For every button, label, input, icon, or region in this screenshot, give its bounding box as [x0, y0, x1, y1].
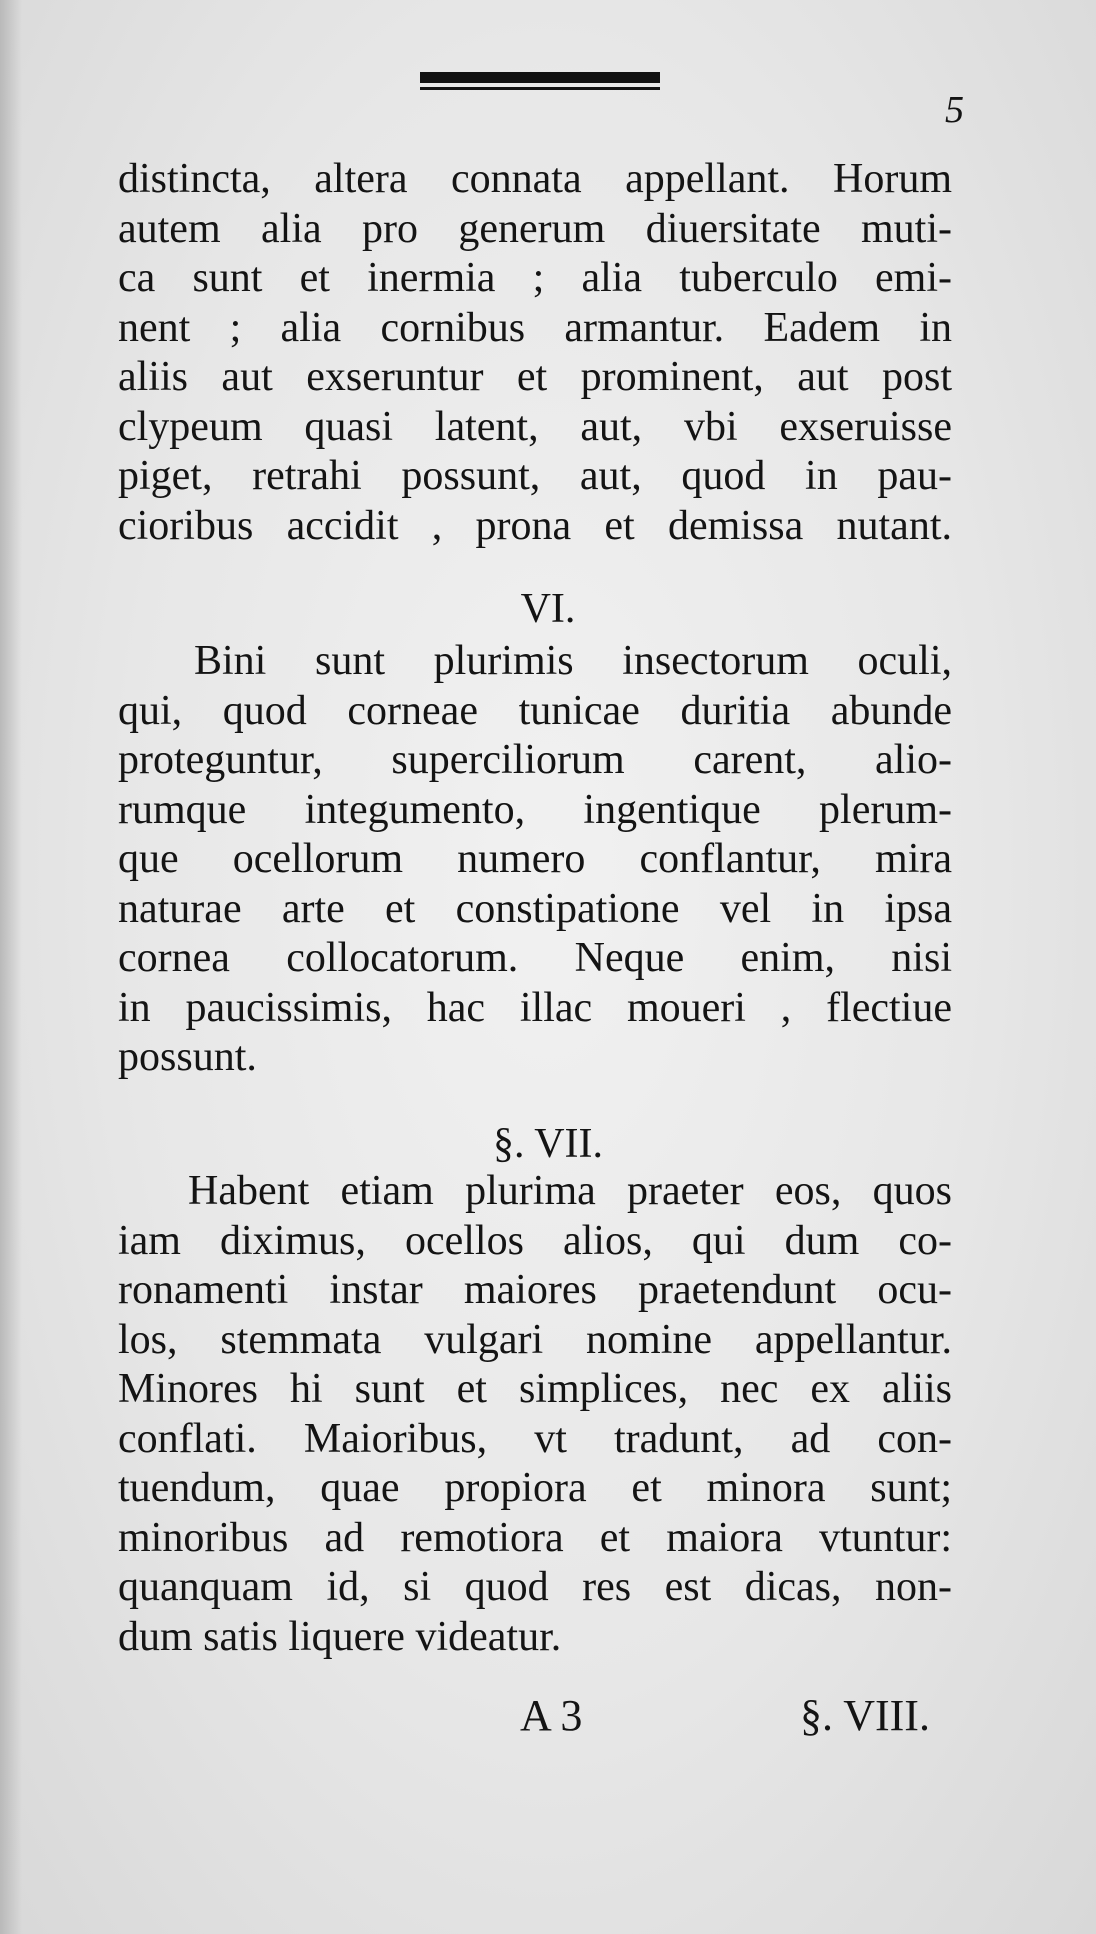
text-line: nent ; alia cornibus armantur. Eadem in: [118, 304, 952, 351]
text-line: cornea collocatorum. Neque enim, nisi: [118, 935, 952, 981]
text-line: naturae arte et constipatione vel in ipsa: [118, 885, 952, 932]
text-line: clypeum quasi latent, aut, vbi exseruisse: [118, 403, 952, 450]
page-gutter-shadow: [0, 0, 22, 1934]
text-line: rumque integumento, ingentique plerum-: [118, 786, 952, 833]
text-line: que ocellorum numero conflantur, mira: [118, 836, 952, 882]
header-ornament-rule: [420, 72, 660, 90]
text-line: distincta, altera connata appellant. Horum: [118, 156, 952, 202]
text-line: Habent etiam plurima praeter eos, quos: [188, 1168, 952, 1214]
text-line: ronamenti instar maiores praetendunt ocu-: [118, 1267, 952, 1313]
text-line: tuendum, quae propiora et minora sunt;: [118, 1465, 952, 1511]
text-line: possunt.: [118, 1034, 257, 1080]
text-line: piget, retrahi possunt, aut, quod in pau-: [118, 453, 952, 499]
text-line: qui, quod corneae tunicae duritia abunde: [118, 687, 952, 734]
text-line: aliis aut exseruntur et prominent, aut post: [118, 354, 952, 400]
text-line: dum satis liquere videatur.: [118, 1613, 562, 1660]
catchword: §. VIII.: [800, 1691, 930, 1740]
page-number: 5: [945, 89, 964, 131]
text-line: cioribus accidit , prona et demissa nutant.: [118, 502, 952, 549]
text-line: conflati. Maioribus, vt tradunt, ad con-: [118, 1415, 952, 1462]
text-line: Minores hi sunt et simplices, nec ex aliis: [118, 1366, 952, 1412]
signature-mark: A 3: [520, 1691, 583, 1740]
section-heading-vi: VI.: [520, 586, 576, 632]
text-line: Bini sunt plurimis insectorum oculi,: [194, 638, 952, 684]
ornament-thin-line: [420, 87, 660, 90]
section-heading-vii: §. VII.: [492, 1121, 604, 1167]
text-line: proteguntur, superciliorum carent, alio-: [118, 737, 952, 783]
text-line: in paucissimis, hac illac moueri , flectiue: [118, 984, 952, 1031]
text-line: los, stemmata vulgari nomine appellantur.: [118, 1316, 952, 1363]
paragraph-vi: [118, 637, 952, 1083]
text-line: minoribus ad remotiora et maiora vtuntur:: [118, 1514, 952, 1561]
text-line: iam diximus, ocellos alios, qui dum co-: [118, 1217, 952, 1264]
text-line: autem alia pro generum diuersitate muti-: [118, 205, 952, 252]
paragraph-vii: [118, 1167, 952, 1662]
text-line: quanquam id, si quod res est dicas, non-: [118, 1564, 952, 1610]
ornament-thick-line: [420, 72, 660, 83]
paragraph-intro: [118, 155, 952, 551]
text-line: ca sunt et inermia ; alia tuberculo emi-: [118, 255, 952, 301]
